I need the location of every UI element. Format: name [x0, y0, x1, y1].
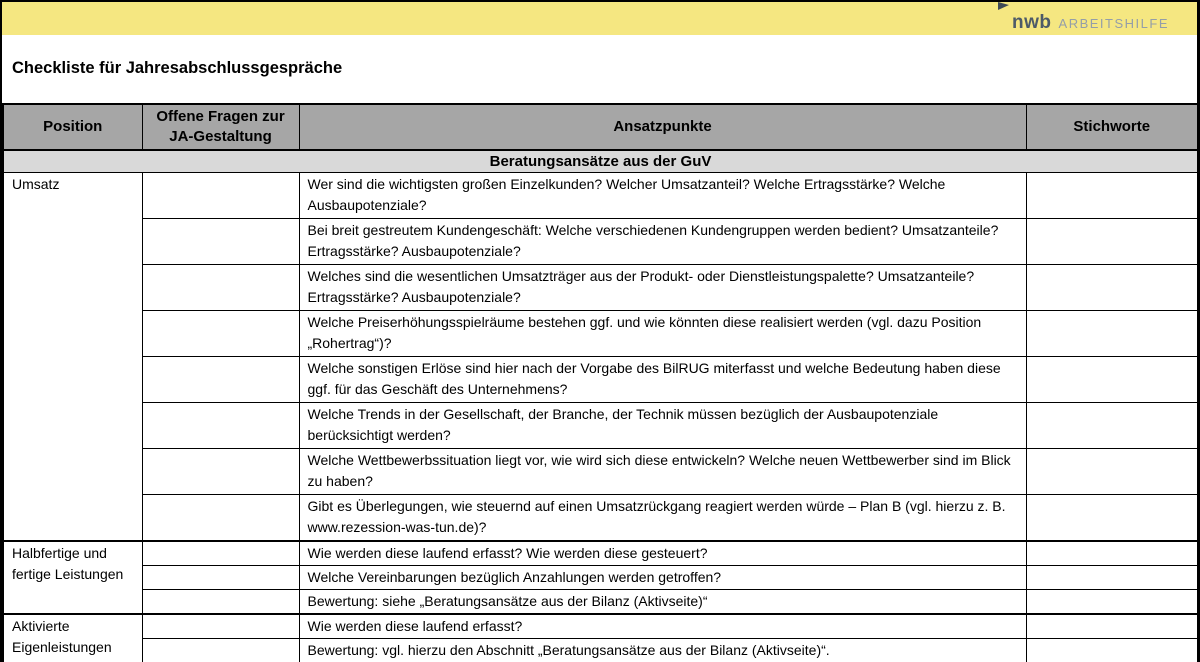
stichworte-cell[interactable] [1026, 265, 1198, 311]
ansatzpunkte-cell: Gibt es Überlegungen, wie steuernd auf einen Umsatzrückgang reagiert werden würde – Plan B (vgl. hierzu z. B. www.rezession-was-tun.de)? [299, 495, 1026, 541]
ansatzpunkte-cell: Welche Vereinbarungen bezüglich Anzahlungen werden getroffen? [299, 565, 1026, 589]
table-row [3, 219, 1198, 265]
table-row [3, 311, 1198, 357]
offene-fragen-cell[interactable] [142, 219, 299, 265]
document-title: Checkliste für Jahresabschlussgespräche [12, 59, 343, 77]
stichworte-cell[interactable] [1026, 638, 1198, 662]
position-cell: Halbfertige und fertige Leistungen [3, 541, 142, 614]
ansatzpunkte-cell: Welche sonstigen Erlöse sind hier nach der Vorgabe des BilRUG miterfasst und welche Bedeutung haben diese ggf. für das Geschäft des Unternehmens? [299, 357, 1026, 403]
offene-fragen-cell[interactable] [142, 265, 299, 311]
ansatzpunkte-cell: Wie werden diese laufend erfasst? Wie werden diese gesteuert? [299, 541, 1026, 566]
stichworte-cell[interactable] [1026, 495, 1198, 541]
offene-fragen-cell[interactable] [142, 403, 299, 449]
arrow-icon [998, 2, 1009, 10]
offene-fragen-cell[interactable] [142, 495, 299, 541]
stichworte-cell[interactable] [1026, 565, 1198, 589]
section-title: Beratungsansätze aus der GuV [3, 150, 1198, 173]
offene-fragen-cell[interactable] [142, 638, 299, 662]
stichworte-cell[interactable] [1026, 403, 1198, 449]
ansatzpunkte-cell: Wer sind die wichtigsten großen Einzelkunden? Welcher Umsatzanteil? Welche Ertragsstärke? Welche Ausbaupotenziale? [299, 173, 1026, 219]
table-row [3, 565, 1198, 589]
table-row [3, 173, 1198, 219]
position-cell: Aktivierte Eigenleistungen [3, 614, 142, 662]
nwb-logo [1012, 4, 1169, 34]
ansatzpunkte-cell: Bei breit gestreutem Kundengeschäft: Welche verschiedenen Kundengruppen werden bedient? Umsatzanteile? Ertragsstärke? Ausbaupotenziale? [299, 219, 1026, 265]
stichworte-cell[interactable] [1026, 357, 1198, 403]
offene-fragen-cell[interactable] [142, 541, 299, 566]
column-header-offene-fragen: Offene Fragen zur JA-Gestaltung [142, 104, 299, 150]
offene-fragen-cell[interactable] [142, 614, 299, 639]
offene-fragen-cell[interactable] [142, 173, 299, 219]
offene-fragen-cell[interactable] [142, 589, 299, 614]
offene-fragen-cell[interactable] [142, 357, 299, 403]
title-area [2, 35, 1197, 103]
table-row [3, 495, 1198, 541]
stichworte-cell[interactable] [1026, 219, 1198, 265]
checklist-table [2, 103, 1199, 662]
ansatzpunkte-cell: Welches sind die wesentlichen Umsatzträger aus der Produkt- oder Dienstleistungspalette? Umsatzanteile? Ertragsstärke? Ausbaupotenziale? [299, 265, 1026, 311]
column-header-ansatzpunkte: Ansatzpunkte [299, 104, 1026, 150]
stichworte-cell[interactable] [1026, 541, 1198, 566]
top-banner [2, 2, 1197, 35]
position-cell: Umsatz [3, 173, 142, 541]
ansatzpunkte-cell: Bewertung: siehe „Beratungsansätze aus der Bilanz (Aktivseite)“ [299, 589, 1026, 614]
table-row [3, 614, 1198, 639]
table-row [3, 449, 1198, 495]
table-row [3, 403, 1198, 449]
brand-text: nwb [1012, 11, 1052, 33]
stichworte-cell[interactable] [1026, 589, 1198, 614]
ansatzpunkte-cell: Welche Preiserhöhungsspielräume bestehen ggf. und wie könnten diese realisiert werden (vgl. dazu Position „Rohertrag“)? [299, 311, 1026, 357]
brand-suffix: ARBEITSHILFE [1058, 15, 1169, 31]
column-header-stichworte: Stichworte [1026, 104, 1198, 150]
table-row [3, 265, 1198, 311]
table-row [3, 589, 1198, 614]
stichworte-cell[interactable] [1026, 311, 1198, 357]
stichworte-cell[interactable] [1026, 614, 1198, 639]
header-row [3, 104, 1198, 150]
stichworte-cell[interactable] [1026, 449, 1198, 495]
ansatzpunkte-cell: Welche Wettbewerbssituation liegt vor, wie wird sich diese entwickeln? Welche neuen Wettbewerber sind im Blick zu haben? [299, 449, 1026, 495]
offene-fragen-cell[interactable] [142, 565, 299, 589]
ansatzpunkte-cell: Bewertung: vgl. hierzu den Abschnitt „Beratungsansätze aus der Bilanz (Aktivseite)“. [299, 638, 1026, 662]
table-row [3, 357, 1198, 403]
stichworte-cell[interactable] [1026, 173, 1198, 219]
ansatzpunkte-cell: Wie werden diese laufend erfasst? [299, 614, 1026, 639]
table-row [3, 541, 1198, 566]
table-row [3, 638, 1198, 662]
ansatzpunkte-cell: Welche Trends in der Gesellschaft, der Branche, der Technik müssen bezüglich der Ausbaupotenziale berücksichtigt werden? [299, 403, 1026, 449]
column-header-position: Position [3, 104, 142, 150]
offene-fragen-cell[interactable] [142, 449, 299, 495]
offene-fragen-cell[interactable] [142, 311, 299, 357]
section-header-row [3, 150, 1198, 173]
